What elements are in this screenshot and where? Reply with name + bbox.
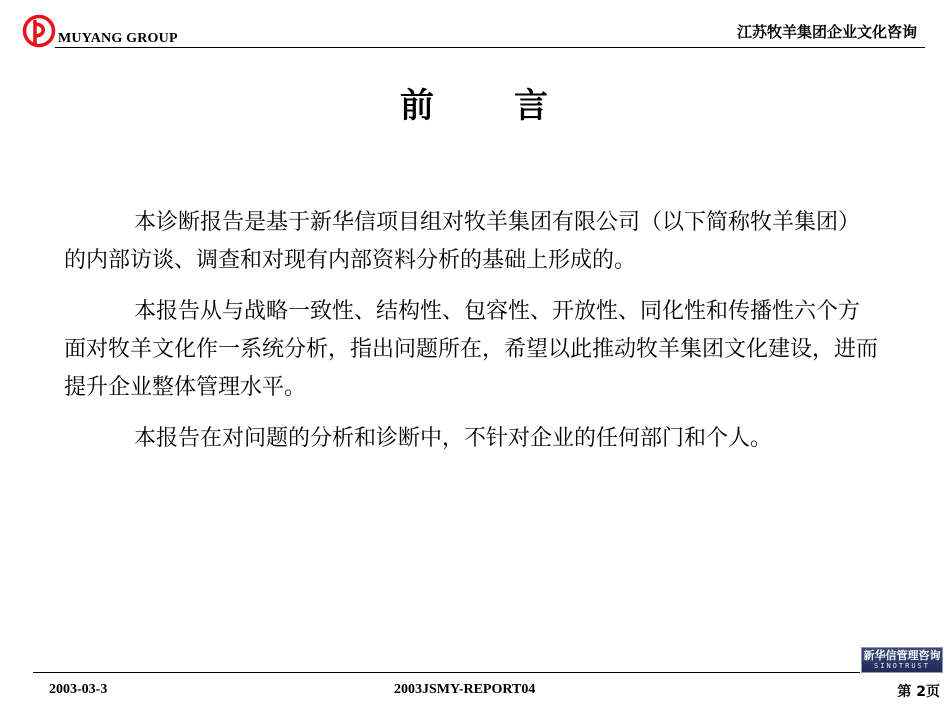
page-title — [0, 78, 950, 127]
header-title: 江苏牧羊集团企业文化咨询 — [736, 23, 917, 41]
header-divider — [55, 47, 925, 48]
preface-body — [64, 204, 879, 471]
muyang-logo-icon — [22, 14, 56, 48]
paragraph-1: 本诊断报告是基于新华信项目组对牧羊集团有限公司（以下简称牧羊集团）的内部访谈、调查和对现有内部资料分析的基础上形成的。 — [64, 210, 861, 273]
title-char-2: 言 — [514, 86, 550, 126]
sinotrust-logo-en: SINOTRUST — [874, 662, 930, 670]
company-name-en: MUYANG GROUP — [58, 31, 178, 46]
sinotrust-logo-cn: 新华信管理咨询 — [863, 649, 941, 662]
title-char-1: 前 — [400, 86, 436, 126]
paragraph-2: 本报告从与战略一致性、结构性、包容性、开放性、同化性和传播性六个方面对牧羊文化作一系统分析，指出问题所在，希望以此推动牧羊集团文化建设，进而提升企业整体管理水平。 — [64, 299, 879, 400]
footer-report-code: 2003JSMY-REPORT04 — [394, 682, 536, 697]
footer-date: 2003-03-3 — [49, 682, 108, 697]
page-number: 第 2页 — [897, 684, 940, 700]
sinotrust-logo — [861, 647, 943, 673]
paragraph-3: 本报告在对问题的分析和诊断中，不针对企业的任何部门和个人。 — [134, 426, 773, 451]
footer-divider — [33, 672, 860, 673]
